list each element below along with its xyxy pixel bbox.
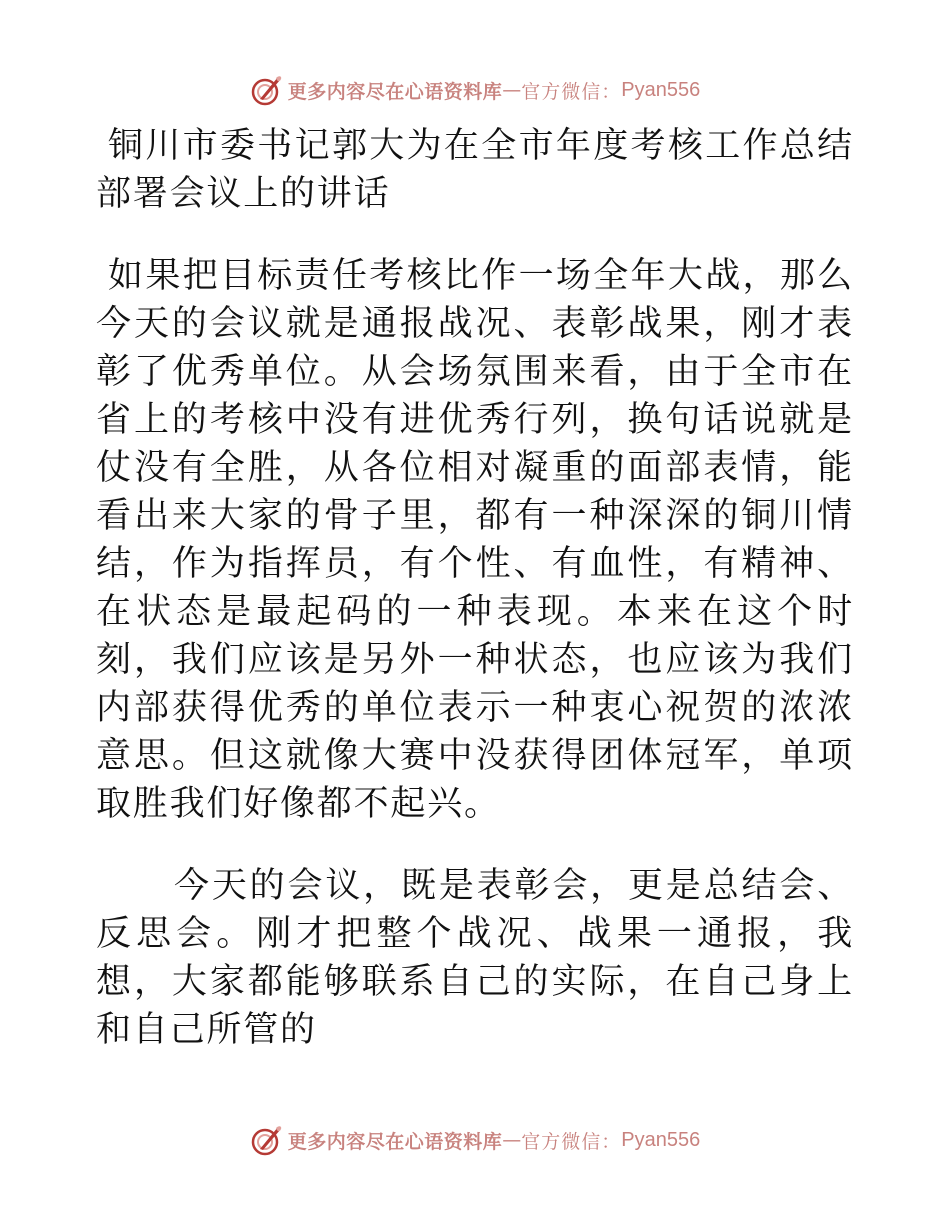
feather-pen-logo-icon — [250, 73, 284, 107]
banner-promo-text: 更多内容尽在心语资料库 — [287, 80, 503, 103]
banner-wechat-id: Pyan556 — [621, 1128, 701, 1151]
banner-official-label: 官方微信： — [521, 1130, 622, 1153]
banner-dash: — — [502, 1129, 522, 1151]
banner-wechat-id: Pyan556 — [621, 78, 701, 101]
paragraph-2: 今天的会议，既是表彰会，更是总结会、反思会。刚才把整个战况、战果一通报，我想，大家都能够联系自己的实际，在自己身上和自己所管的 — [96, 866, 854, 1050]
paragraph-1: 如果把目标责任考核比作一场全年大战，那么今天的会议就是通报战况、表彰战果，刚才表彰了优秀单位。从会场氛围来看，由于全市在省上的考核中没有进优秀行列，换句话说就是仗没有全胜，从各位相对凝重的面部表情，能看出来大家的骨子里，都有一种深深的铜川情结，作为指挥员，有个性、有血性，有精神、在状态是最起码的一种表现。本来在这个时刻，我们应该是另外一种状态，也应该为我们内部获得优秀的单位表示一种衷心祝贺的浓浓意思。但这就像大赛中没获得团体冠军，单项取胜我们好像都不起兴。 — [96, 256, 854, 824]
footer-banner — [0, 1120, 950, 1160]
header-banner — [0, 70, 950, 110]
document-body — [96, 122, 854, 1054]
document-title: 铜川市委书记郭大为在全市年度考核工作总结部署会议上的讲话 — [96, 126, 854, 214]
banner-official-label: 官方微信： — [521, 80, 622, 103]
feather-pen-logo-icon — [250, 1123, 284, 1157]
banner-dash: — — [502, 79, 522, 101]
banner-promo-text: 更多内容尽在心语资料库 — [287, 1130, 503, 1153]
